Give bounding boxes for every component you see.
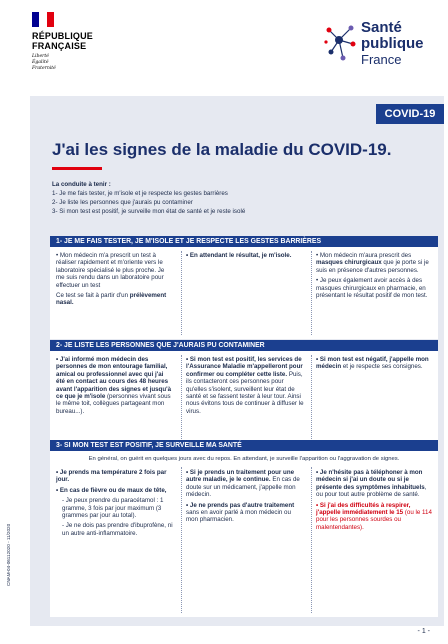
conduite-line-1: 1- Je me fais tester, je m'isole et je respecte les gestes barrières <box>52 190 228 197</box>
column-divider <box>311 251 312 335</box>
s3-c3-p1b: , ou pour tout autre problème de santé. <box>316 483 427 499</box>
s1-c1-p2a: Ce test se fait à partir d'un <box>56 292 130 300</box>
s3-c3-p1a: • Je n'hésite pas à téléphoner à mon médecin si j'ai un doute ou si je présente des symptômes inhabituels <box>316 469 425 491</box>
column-divider <box>311 467 312 613</box>
conduite-line-3: 3- Si mon test est positif, je surveille mon état de santé et je reste isolé <box>52 208 246 215</box>
spf-line2: publique <box>361 35 424 52</box>
section-3-col-1 <box>56 469 174 540</box>
s3-c3-p2a: • Si j'ai des difficultés à respirer, j'appelle immédiatement le 15 <box>316 501 411 517</box>
s3-c3-p1 <box>316 469 434 499</box>
network-molecule-icon <box>323 20 359 64</box>
rf-motto-2: Égalité <box>32 60 49 65</box>
rf-title-line1: RÉPUBLIQUE <box>32 31 94 41</box>
section-2-col-3 <box>316 356 434 374</box>
s1-c3-p2: • Je peux également avoir accès à des masques chirurgicaux en pharmacie, en présentant le résultat positif de mon test. <box>316 277 428 300</box>
section-2-col-2 <box>186 356 304 418</box>
s2-c1-p1b: (personnes vivant sous le même toit, collègues partageant mon bureau...). <box>56 393 171 415</box>
french-flag-icon <box>32 12 54 27</box>
rf-motto-1: Liberté <box>32 54 49 59</box>
s1-c3-p1c: que je porte si je suis en présence d'autres personnes. <box>316 259 429 274</box>
section-2-header: 2- JE LISTE LES PERSONNES QUE J'AURAIS PU CONTAMINER <box>50 340 438 351</box>
title-underline <box>52 167 102 170</box>
column-divider <box>181 251 182 335</box>
s2-c3-p1 <box>316 356 434 371</box>
s3-c2-p1 <box>186 469 304 499</box>
s3-c1-p1: • Je prends ma température 2 fois par jour. <box>56 469 167 484</box>
page-title: J'ai les signes de la maladie du COVID-19. <box>52 140 392 159</box>
column-divider <box>181 355 182 447</box>
section-1-col-3 <box>316 252 434 302</box>
section-1-body <box>50 247 438 339</box>
s3-c1-p2: • En cas de fièvre ou de maux de tête, <box>56 486 167 494</box>
page-number: - 1 - <box>417 628 430 635</box>
rf-title-line2: FRANÇAISE <box>32 41 87 51</box>
section-1-col-2 <box>186 252 304 262</box>
document-reference-code: CNAM-04-06112020 - 11/2020 <box>6 523 11 586</box>
column-divider <box>311 355 312 447</box>
spf-line1: Santé <box>361 19 402 36</box>
section-1-header: 1- JE ME FAIS TESTER, JE M'ISOLE ET JE RESPECTE LES GESTES BARRIÈRES <box>50 236 438 247</box>
s2-c3-p1a: • Si mon test est négatif, j'appelle mon médecin <box>316 356 429 371</box>
s2-c2-p1a: • Si mon test est positif, les services de l'Assurance Maladie m'appelleront pour confirmer ou compléter cette liste. <box>186 356 303 378</box>
s1-c1-p2 <box>56 292 174 307</box>
s1-c3-p1 <box>316 252 434 274</box>
s3-c2-p1b: En cas de doute sur un médicament, j'appelle mon médecin. <box>186 476 300 499</box>
s3-c2-p2b: sans en avoir parlé à mon médecin ou mon pharmacien. <box>186 509 291 524</box>
section-3-body <box>50 451 438 617</box>
s2-c1-p1a: • J'ai informé mon médecin des personnes de mon entourage familial, amical ou professionnel avec qui j'ai été en contact au cours des 48 heures avant l'apparition des signes et jusqu'à ce que je m'isole <box>56 356 172 401</box>
section-3-col-3 <box>316 469 434 534</box>
rf-motto-3: Fraternité <box>32 66 56 71</box>
section-2-body <box>50 351 438 451</box>
s3-c1-p3: - Je peux prendre du paracétamol : 1 gramme, 3 fois par jour maximum (3 grammes par jour au total). <box>62 497 164 520</box>
conduite-heading: La conduite à tenir : <box>52 181 111 188</box>
section-2-col-1 <box>56 356 174 418</box>
s3-intro: En général, on guérit en quelques jours avec du repos. En attendant, je surveille l'apparition ou l'aggravation de signes. <box>88 456 400 462</box>
content-panel <box>30 96 444 626</box>
s3-c3-p2b: (ou le 114 pour les personnes sourdes ou malentendantes). <box>316 509 432 531</box>
covid-badge: COVID-19 <box>376 104 444 124</box>
s3-c2-p2 <box>186 502 304 524</box>
s2-c1-p1 <box>56 356 174 415</box>
s2-c2-p1 <box>186 356 304 415</box>
s2-c3-p1b: et je respecte ses consignes. <box>341 363 423 371</box>
s1-c1-p1: • Mon médecin m'a prescrit un test à réaliser rapidement et m'oriente vers le laboratoire spécialisé le plus proche. Je me suis rendu dans un laboratoire pour effectuer un test <box>56 252 165 289</box>
s3-c3-p2 <box>316 502 434 532</box>
section-1-col-1 <box>56 252 174 310</box>
republique-francaise-logo <box>32 12 93 72</box>
s1-c2-p1: • En attendant le résultat, je m'isole. <box>186 252 292 259</box>
section-3-col-2 <box>186 469 304 527</box>
s3-c2-p1a: • Si je prends un traitement pour une autre maladie, je le continue. <box>186 469 295 484</box>
s1-c3-p1a: • Mon médecin m'aura prescrit des <box>316 252 412 259</box>
s3-c2-p2a: • Je ne prends pas d'autre traitement <box>186 501 295 509</box>
conduite-block <box>52 180 432 216</box>
sante-publique-france-logo <box>323 20 433 76</box>
conduite-line-2: 2- Je liste les personnes que j'aurais pu contaminer <box>52 199 193 206</box>
section-3-header: 3- SI MON TEST EST POSITIF, JE SURVEILLE MA SANTÉ <box>50 440 438 451</box>
s3-c1-p4: - Je ne dois pas prendre d'ibuprofène, ni un autre anti-inflammatoire. <box>62 522 173 537</box>
s1-c3-p1b: masques chirurgicaux <box>316 259 382 267</box>
s1-c1-p2b: prélèvement nasal. <box>56 292 167 307</box>
column-divider <box>181 467 182 613</box>
s2-c2-p1b: Puis, ils contacteront ces personnes pour qu'elles s'isolent, surveillent leur état de santé et se fassent tester à leur tour. Ainsi nous évitons tous de continuer à diffuser le virus. <box>186 370 304 415</box>
header <box>0 0 448 88</box>
spf-line3: France <box>361 52 402 67</box>
